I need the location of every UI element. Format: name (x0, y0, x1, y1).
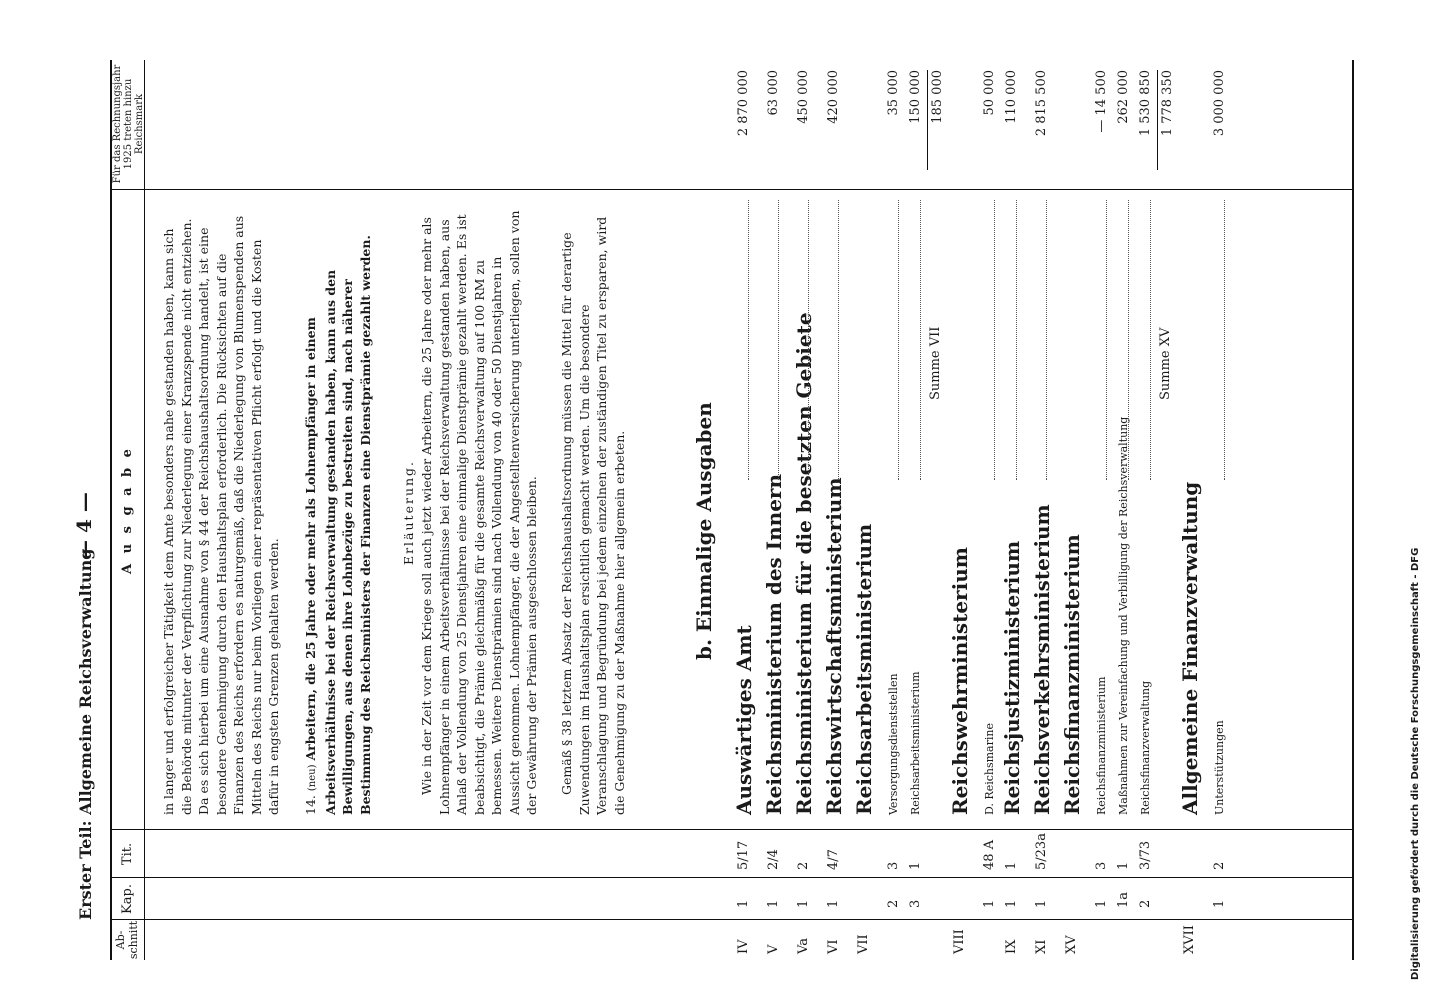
row-leader-dots (1106, 200, 1107, 480)
row-kap: 2 (1138, 899, 1153, 908)
col-abschnitt: Ab-schnitt (114, 920, 140, 960)
row-label: Maßnahmen zur Vereinfachung und Verbilligung der Reichsverwaltung (1117, 416, 1130, 815)
row-amount: 110 000 (1004, 70, 1019, 124)
row-abschnitt: XVII (1182, 925, 1197, 954)
row-amount: 185 000 (930, 70, 945, 124)
row-tit: 3 (1094, 861, 1109, 870)
row-abschnitt: VI (826, 939, 841, 954)
row-abschnitt: VIII (952, 929, 967, 954)
row-leader-dots (994, 200, 995, 480)
row-sum-label: Summe XV (1158, 327, 1173, 400)
row-abschnitt: Va (796, 938, 811, 954)
paragraph-3: Wie in der Zeit vor dem Kriege soll auch jetzt wieder Arbeitern, die 25 Jahre oder mehr als Lohnempfänger in einem Arbeitsverhältnisse bei der Reichsverwaltung gestanden haben, aus Anlaß der Vollendung von 25 Dienstjahren eine einmalige Dienstprämie gezahlt werden. Es ist beabsichtigt, die Prämie gleichmäßig für die gesamte Reichsverwaltung auf 100 RM zu bemessen. Weitere Dienstprämien sind nach Vollendung von 40 oder 50 Dienstjahren in Aussicht genommen. Lohnempfänger, die der Angestelltenversicherung unterliegen, sollen von der Gewährung der Prämien ausgeschlossen bleiben. (419, 210, 539, 815)
paragraph-14 (302, 210, 374, 815)
page-header (70, 60, 110, 920)
row-tit: 5/17 (736, 840, 751, 870)
row-amount: 450 000 (796, 70, 811, 124)
row-kap: 1 (982, 899, 997, 908)
row-kap: 1 (1034, 899, 1049, 908)
row-label: D. Reichsmarine (983, 723, 996, 815)
page-number: — 4 — (72, 492, 96, 560)
row-label: Reichsarbeitsministerium (909, 671, 922, 815)
row-amount: 420 000 (826, 70, 841, 124)
row-leader-dots (748, 200, 749, 480)
row-kap: 1 (766, 899, 781, 908)
row-amount: 1 778 350 (1160, 70, 1175, 137)
rotated-page (70, 60, 1370, 960)
row-tit: 3/73 (1138, 840, 1153, 870)
row-tit: 1 (1004, 861, 1019, 870)
col-amount: Für das Rechnungsjahr 1925 treten hinzu Reichsmark (112, 64, 145, 184)
row-leader-dots (1046, 200, 1047, 480)
row-tit: 1 (1116, 861, 1131, 870)
row-label: Reichsjustizministerium (1000, 540, 1024, 815)
row-leader-dots (808, 200, 809, 480)
row-tit: 1 (908, 861, 923, 870)
row-label: Auswärtiges Amt (732, 625, 756, 815)
sum-rule (927, 70, 928, 170)
row-label: Reichsministerium des Innern (762, 473, 786, 815)
row-amount: 63 000 (766, 70, 781, 116)
row-abschnitt: IV (736, 939, 751, 954)
row-amount: 262 000 (1116, 70, 1131, 124)
row-abschnitt: VII (856, 934, 871, 954)
row-label: Versorgungsdienststellen (887, 673, 900, 815)
paragraph-4: Gemäß § 38 letztem Absatz der Reichshaushaltsordnung müssen die Mittel für derartige Zuwendungen im Haushaltsplan ersichtlich gemacht werden. Um die besondere Veranschlagung und Begründung bei jedem einzelnen der zuständigen Titel zu ersparen, wird die Genehmigung zu der Maßnahme hier allgemein erbeten. (559, 216, 627, 815)
row-leader-dots (838, 200, 839, 480)
row-abschnitt: IX (1004, 939, 1019, 954)
row-tit: 48 A (982, 839, 997, 870)
row-label: Reichsfinanzverwaltung (1139, 680, 1152, 815)
row-amount: 1 530 850 (1138, 70, 1153, 137)
row-kap: 1 (826, 899, 841, 908)
row-leader-dots (1128, 200, 1129, 480)
row-label: Unterstützungen (1213, 720, 1226, 815)
row-abschnitt: V (766, 944, 781, 954)
row-amount: — 14 500 (1094, 70, 1109, 133)
row-kap: 1 (1094, 899, 1109, 908)
section-heading: b. Einmalige Ausgaben (692, 402, 716, 660)
sum-rule (1157, 70, 1158, 170)
new-marker: (neu) (307, 764, 318, 792)
budget-table (110, 60, 1354, 960)
side-note (1410, 20, 1430, 980)
row-kap: 1 (1004, 899, 1019, 908)
col-ausgabe: A u s g a b e (120, 446, 135, 574)
row-label: Reichswirtschaftsministerium (822, 477, 846, 815)
row-leader-dots (1224, 200, 1225, 480)
row-amount: 35 000 (886, 70, 901, 116)
row-kap: 3 (908, 899, 923, 908)
row-kap: 1 (736, 899, 751, 908)
dfg-credit: Digitalisierung gefördert durch die Deutsche Forschungsgemeinschaft - DFG (1410, 547, 1421, 980)
row-leader-dots (1016, 200, 1017, 480)
row-tit: 2 (796, 861, 811, 870)
row-kap: 1a (1116, 891, 1131, 908)
part-title: Erster Teil: Allgemeine Reichsverwaltung (76, 548, 95, 920)
row-leader-dots (898, 200, 899, 480)
row-kap: 2 (886, 899, 901, 908)
row-tit: 4/7 (826, 849, 841, 870)
row-label: Reichsverkehrsministerium (1030, 504, 1054, 815)
row-label: Reichsfinanzministerium (1095, 676, 1108, 815)
row-tit: 3 (886, 861, 901, 870)
row-leader-dots (920, 200, 921, 480)
item-text: Arbeitern, die 25 Jahre oder mehr als Lohnempfänger in einem Arbeitsverhältnisse bei der Reichsverwaltung gestanden haben, kann aus den Bewilligungen, aus denen ihre Lohnbezüge zu bestreiten sind, nach näherer Bestimmung des Reichsministers der Finanzen eine Dienstprämie gezahlt werden. (303, 235, 373, 815)
row-kap: 1 (796, 899, 811, 908)
erlaeuterung-heading: Erläuterung. (401, 459, 416, 566)
row-amount: 2 815 500 (1034, 70, 1049, 137)
row-label: Reichsfinanzministerium (1060, 534, 1084, 815)
row-amount: 50 000 (982, 70, 997, 116)
item-number: 14. (303, 795, 318, 815)
row-tit: 2/4 (766, 849, 781, 870)
row-leader-dots (1150, 200, 1151, 480)
row-amount: 150 000 (908, 70, 923, 124)
row-leader-dots (778, 200, 779, 480)
row-label: Reichswehrministerium (948, 547, 972, 815)
col-kap: Kap. (120, 884, 135, 914)
row-label: Allgemeine Finanzverwaltung (1178, 481, 1202, 815)
row-abschnitt: XV (1064, 935, 1079, 954)
row-sum-label: Summe VII (928, 326, 943, 400)
row-label: Reichsministerium für die besetzten Gebiete (792, 312, 816, 815)
paragraph-1: in langer und erfolgreicher Tätigkeit dem Amte besonders nahe gestanden haben, kann sich die Behörde mitunter der Verpflichtung zur Niederlegung einer Kranzspende nicht entziehen. Da es sich hierbei um eine Ausnahme von § 44 der Reichshaushaltsordnung handelt, ist eine besondere Genehmigung durch den Haushaltsplan erforderlich. Die Rücksichten auf die Finanzen des Reichs erfordern es naturgemäß, daß die Niederlegung von Blumenspenden aus Mitteln des Reichs nur beim Vorliegen einer repräsentativen Pflicht erfolgt und die Kosten dafür in engsten Grenzen gehalten werden. (161, 215, 281, 815)
row-kap: 1 (1212, 899, 1227, 908)
row-amount: 3 000 000 (1212, 70, 1227, 137)
row-amount: 2 870 000 (736, 70, 751, 137)
row-tit: 5/23a (1034, 833, 1049, 870)
row-tit: 2 (1212, 861, 1227, 870)
col-tit: Tit. (120, 842, 135, 866)
row-abschnitt: XI (1034, 939, 1049, 954)
row-label: Reichsarbeitsministerium (852, 523, 876, 815)
